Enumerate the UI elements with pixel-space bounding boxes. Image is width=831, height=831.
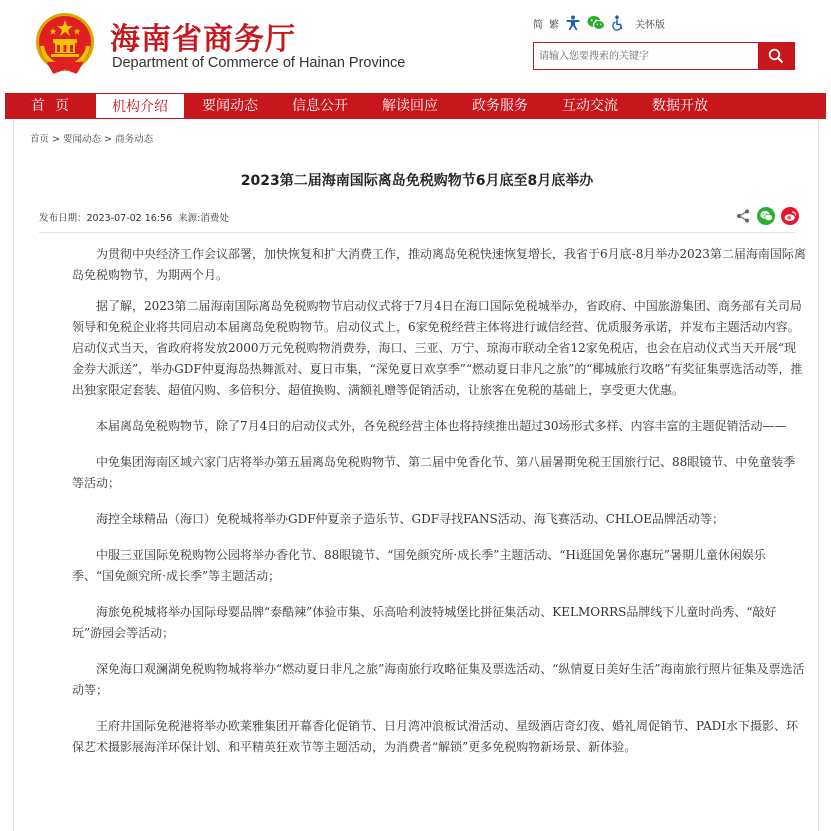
nav-item-home[interactable]: 首页 [31,98,79,114]
breadcrumb-separator: > [104,134,113,145]
publish-date-label: 发布日期： [39,213,87,224]
search-button[interactable] [758,43,794,69]
share-weibo-button[interactable] [781,207,799,225]
site-subtitle: Department of Commerce of Hainan Province [112,55,406,71]
top-tools [533,14,665,32]
care-mode-link[interactable]: 关怀版 [635,19,665,31]
share-wechat-button[interactable] [757,207,775,225]
article-title: 2023第二届海南国际离岛免税购物节6月底至8月底举办 [240,173,594,189]
site-title[interactable]: 海南省商务厅 [110,22,296,57]
search-input[interactable] [534,43,758,69]
article-body [72,244,806,773]
nav-item-open-data[interactable]: 数据开放 [652,98,708,114]
article-paragraph: 深免海口观澜湖免税购物城将举办“燃动夏日非凡之旅”海南旅行攻略征集及票选活动、“纵情夏日美好生活”海南旅行照片征集及票选活动等； [72,662,805,697]
nav-item-disclosure[interactable]: 信息公开 [292,98,348,114]
article-panel [13,121,819,831]
article-paragraph: 海旅免税城将举办国际母婴品牌“泰酷辣”体验市集、乐高哈利波特城堡比拼征集活动、KELMORRS品牌线下儿童时尚秀、“敲好玩”游园会等活动； [72,605,777,640]
meta-divider [39,232,795,233]
breadcrumb [30,131,153,145]
article-paragraph: 为贯彻中央经济工作会议部署，加快恢复和扩大消费工作，推动离岛免税快速恢复增长，我省于6月底-8月举办2023第二届海南国际离岛免税购物节，为期两个月。 [72,247,806,282]
source-label: 来源: [178,213,201,224]
breadcrumb-commerce-news[interactable]: 商务动态 [115,134,154,145]
nav-item-news[interactable]: 要闻动态 [202,98,258,114]
article-paragraph: 中免集团海南区域六家门店将举办第五届离岛免税购物节、第二届中免香化节、第八届暑期免税王国旅行记、88眼镜节、中免童装季等活动； [72,455,796,490]
publish-date: 2023-07-02 16:56 [86,213,173,224]
wechat-icon[interactable] [587,15,605,31]
nav-item-services[interactable]: 政务服务 [472,98,528,114]
elder-care-icon[interactable] [611,15,625,31]
breadcrumb-home[interactable]: 首页 [30,134,50,145]
national-emblem-icon[interactable] [34,12,96,74]
breadcrumb-news[interactable]: 要闻动态 [63,134,102,145]
breadcrumb-separator: > [52,134,61,145]
nav-item-interpretation[interactable]: 解读回应 [382,98,438,114]
article-paragraph: 中服三亚国际免税购物公园将举办香化节、88眼镜节、“国免颜究所·成长季”主题活动、“Hi逛国免暑你惠玩”暑期儿童休闲娱乐季、“国免颜究所·成长季”等主题活动； [72,548,766,583]
nav-item-interaction[interactable]: 互动交流 [562,98,618,114]
accessibility-icon[interactable] [565,15,581,31]
nav-item-about[interactable]: 机构介绍 [95,93,185,119]
search-icon [768,48,784,64]
share-bar [735,207,799,225]
share-icon[interactable] [735,208,751,224]
main-nav [5,93,826,119]
search-box [533,42,795,70]
article-paragraph: 本届离岛免税购物节，除了7月4日的启动仪式外，各免税经营主体也将持续推出超过30场形式多样、内容丰富的主题促销活动—— [96,419,787,433]
weibo-icon [784,210,797,222]
article-paragraph: 海控全球精品（海口）免税城将举办GDF仲夏亲子造乐节、GDF寻找FANS活动、海飞赛活动、CHLOE品牌活动等； [96,512,724,526]
wechat-icon [760,210,773,222]
traditional-chinese-link[interactable]: 繁 [549,19,559,31]
article-meta [39,210,229,224]
article-paragraph: 王府井国际免税港将举办欧莱雅集团开幕香化促销节、日月湾冲浪板试滑活动、星级酒店奇幻夜、婚礼周促销节、PADI水下摄影、环保艺术摄影展海洋环保计划、和平精英狂欢节等主题活动，为消费者“解锁”更多免税购物新场景、新体验。 [72,719,799,754]
source-value: 消费处 [200,213,229,224]
site-header [0,0,831,92]
article-paragraph: 据了解，2023第二届海南国际离岛免税购物节启动仪式将于7月4日在海口国际免税城举办，省政府、中国旅游集团、商务部有关司局领导和免税企业将共同启动本届离岛免税购物节。启动仪式上，6家免税经营主体将进行诚信经营、优质服务承诺，并发布主题活动内容。启动仪式当天，省政府将发放2000万元免税购物消费券，海口、三亚、万宁、琼海市联动全省12家免税店，也会在启动仪式当天开展“现金券大派送”，举办GDF仲夏海岛热舞派对、夏日市集，“深免夏日欢享季”“燃动夏日非凡之旅”的“椰城旅行攻略”有奖征集票选活动等，推出独家限定套装、超值闪购、多倍积分、超值换购、满额礼赠等促销活动，让旅客在免税的基础上，享受更大优惠。 [72,299,803,397]
simplified-chinese-link[interactable]: 简 [533,19,543,31]
